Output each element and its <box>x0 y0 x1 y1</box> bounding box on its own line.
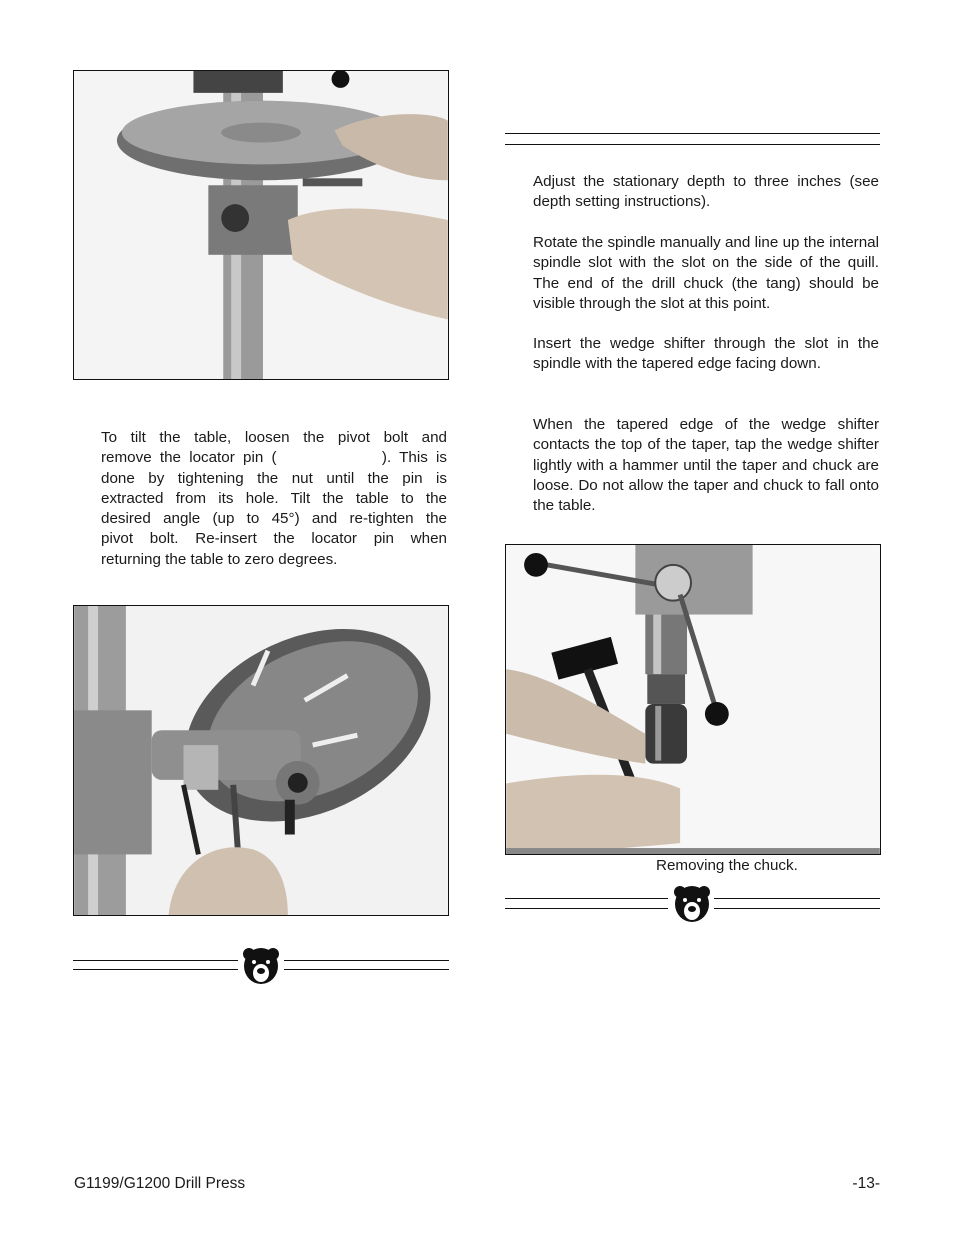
bear-logo-icon <box>242 946 280 986</box>
tilt-line-7: returning the table to zero degrees. <box>101 550 338 568</box>
tilt-line-2-end: ). This is <box>381 449 447 467</box>
tilt-line-3: done by tightening the nut until the pin is <box>101 469 447 487</box>
left-divider-line-bottom-left <box>73 969 238 970</box>
tilt-line-5: desired angle (up to 45°) and re-tighten the <box>101 510 447 528</box>
step-tap-wedge: When the tapered edge of the wedge shifter contacts the top of the taper, tap the wedge shifter lightly with a hammer until the taper and chuck are loose. Do not allow the taper and chuck to fall onto the table. <box>533 416 879 515</box>
step-stationary-depth: Adjust the stationary depth to three inches (see depth setting instructions). <box>533 173 879 211</box>
right-divider-line-top-left <box>505 898 668 899</box>
bear-logo-icon <box>673 884 711 924</box>
tilt-photo-illustration <box>74 606 448 915</box>
tilt-table-paragraph <box>101 428 447 570</box>
step-rotate-spindle: Rotate the spindle manually and line up the internal spindle slot with the slot on the side of the quill. The end of the drill chuck (the tang) should be visible through the slot at this point. <box>533 234 879 312</box>
step-insert-wedge: Insert the wedge shifter through the slot in the spindle with the tapered edge facing down. <box>533 335 879 373</box>
right-divider-line-top-right <box>714 898 880 899</box>
tilt-line-4: extracted from its hole. Tilt the table to the <box>101 489 447 507</box>
section-rule-bottom <box>505 144 880 145</box>
right-divider-line-bottom-left <box>505 908 668 909</box>
tilt-line-2 <box>101 448 447 468</box>
left-divider-line-bottom-right <box>284 969 449 970</box>
left-divider-line-top-left <box>73 960 238 961</box>
footer-page-number: -13- <box>852 1175 880 1192</box>
chuck-photo-illustration <box>506 545 880 854</box>
footer-model: G1199/G1200 Drill Press <box>74 1175 246 1192</box>
figure-table-locator-pin <box>73 70 449 380</box>
table-photo-illustration <box>74 71 448 379</box>
tilt-line-6: pivot bolt. Re-insert the locator pin when <box>101 530 447 548</box>
tilt-line-2-start: remove the locator pin ( <box>101 449 277 467</box>
left-divider-line-top-right <box>284 960 449 961</box>
right-divider-line-bottom-right <box>714 908 880 909</box>
figure-tilt-table <box>73 605 449 916</box>
tilt-line-1: To tilt the table, loosen the pivot bolt and <box>101 429 447 446</box>
section-rule-top <box>505 133 880 134</box>
figure-caption: Removing the chuck. <box>656 857 798 874</box>
figure-removing-chuck <box>505 544 881 855</box>
